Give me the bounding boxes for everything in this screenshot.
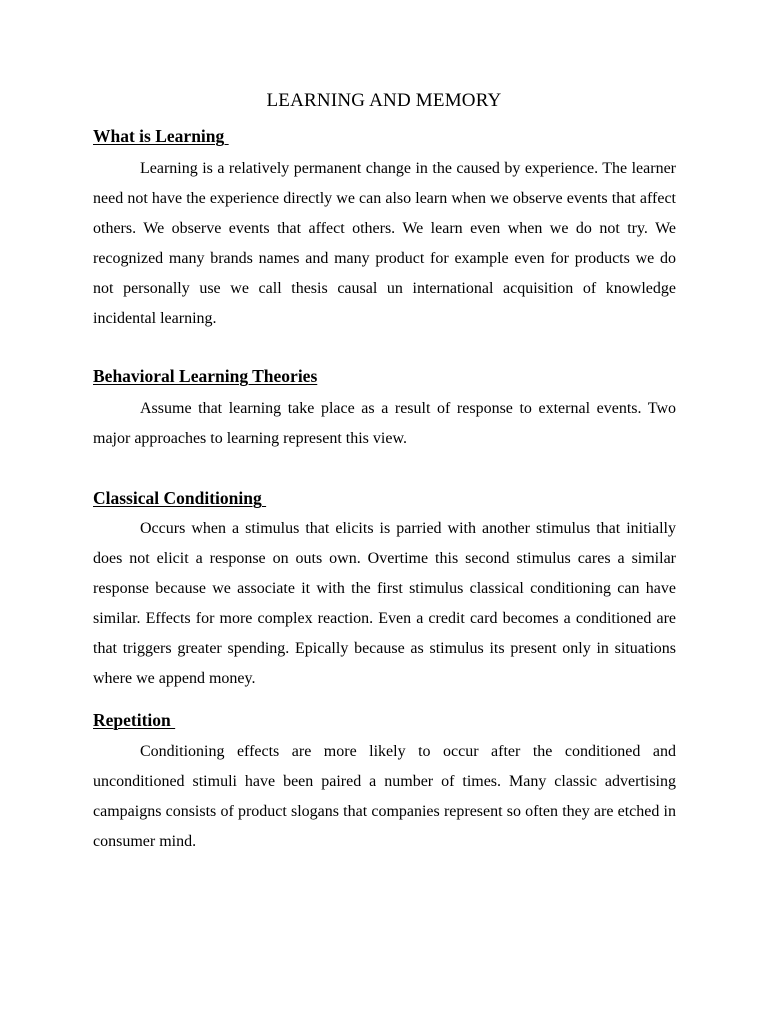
- section-body-classical-conditioning: Occurs when a stimulus that elicits is parried with another stimulus that initially does not elicit a response on outs own. Overtime this second stimulus cares a similar response because we associate it with the first stimulus classical conditioning can have similar. Effects for more complex reaction. Even a credit card becomes a conditioned are that triggers greater spending. Epically because as stimulus its present only in situations where we append money.: [93, 520, 676, 687]
- section-heading-behavioral-learning-theories: Behavioral Learning Theories: [93, 366, 318, 386]
- section-heading-classical-conditioning: Classical Conditioning: [93, 488, 267, 508]
- section-heading-what-is-learning: What is Learning: [93, 126, 229, 146]
- section-heading-repetition: Repetition: [93, 710, 176, 730]
- document-title: LEARNING AND MEMORY: [266, 90, 502, 111]
- section-body-what-is-learning: Learning is a relatively permanent change in the caused by experience. The learner need not have the experience directly we can also learn when we observe events that affect others. We observe events that affect others. We learn even when we do not try. We recognized many brands names and many product for example even for products we do not personally use we call thesis causal un international acquisition of knowledge incidental learning.: [93, 160, 676, 327]
- section-body-behavioral-learning-theories: Assume that learning take place as a result of response to external events. Two major approaches to learning represent this view.: [93, 400, 676, 447]
- section-body-repetition: Conditioning effects are more likely to occur after the conditioned and unconditioned stimuli have been paired a number of times. Many classic advertising campaigns consists of product slogans that companies represent so often they are etched in consumer mind.: [93, 743, 676, 850]
